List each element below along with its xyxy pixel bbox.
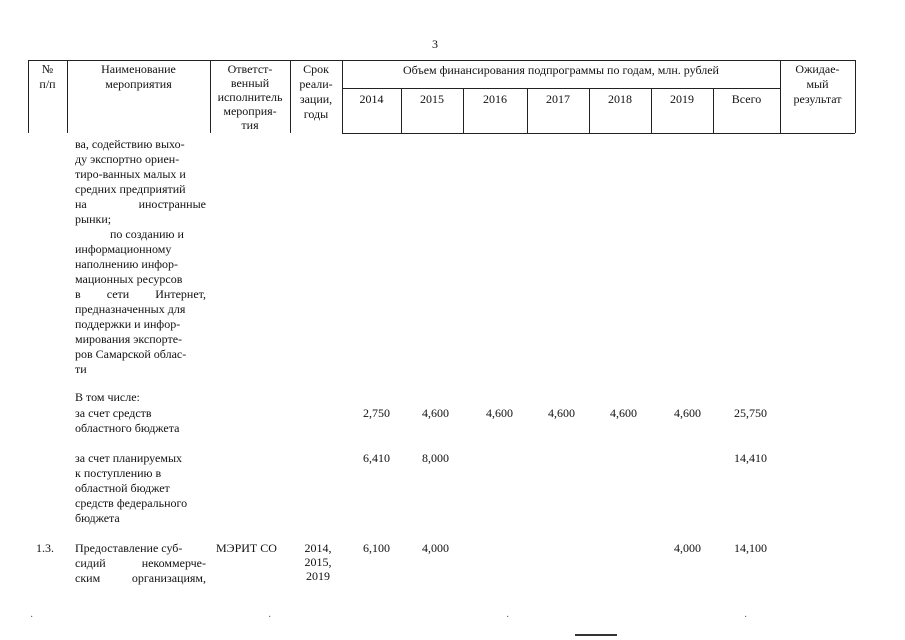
item-term: 2014, 2015, 2019 <box>304 541 332 583</box>
item-2014: 6,100 <box>363 541 390 555</box>
row-federal-label: за счет планируемых к поступлению в областной бюджет средств федерального бюджета <box>75 451 188 525</box>
continued-description: ва, содействию выхо- ду экспортно ориен- тиро-ванных малых и средних предприятий на иностранные рынки; по созданию и информационному наполнению инфор- мационных ресурсов в сети Интернет, предназначенных для поддержки и инфор- мирования экспорте- ров Самарской облас- ти <box>75 137 206 376</box>
header-year-2018: 2018 <box>608 92 632 106</box>
header-funding-title: Объем финансирования подпрограммы по годам, млн. рублей <box>403 63 719 77</box>
header-num: № п/п <box>39 62 56 91</box>
item-label: Предоставление суб- сидий некоммерче- ским организациям, <box>75 541 206 585</box>
item-number: 1.3. <box>36 541 54 555</box>
row-regional-2016: 4,600 <box>486 406 513 420</box>
header-result: Ожидае- мый результат <box>793 62 842 106</box>
header-total: Всего <box>731 92 762 106</box>
header-responsible: Ответст- венный исполнитель мероприя- тия <box>217 62 283 132</box>
item-responsible: МЭРИТ СО <box>216 541 277 555</box>
header-year-2016: 2016 <box>483 92 507 106</box>
row-federal-total: 14,410 <box>734 451 767 465</box>
row-regional-2019: 4,600 <box>674 406 701 420</box>
row-regional-2014: 2,750 <box>363 406 390 420</box>
page-number: 3 <box>432 37 438 51</box>
header-year-2015: 2015 <box>420 92 444 106</box>
header-year-2014: 2014 <box>359 92 384 106</box>
item-2015: 4,000 <box>422 541 449 555</box>
header-term: Срок реали- зации, годы <box>299 62 333 121</box>
row-regional-label: за счет средств областного бюджета <box>75 406 180 435</box>
header-year-2017: 2017 <box>546 92 570 106</box>
row-regional-total: 25,750 <box>734 406 767 420</box>
in-total-label: В том числе: <box>75 390 140 404</box>
row-regional-2017: 4,600 <box>548 406 575 420</box>
header-year-2019: 2019 <box>670 92 694 106</box>
header-name: Наименование мероприятия <box>101 62 176 91</box>
row-regional-2018: 4,600 <box>610 406 637 420</box>
item-2019: 4,000 <box>674 541 701 555</box>
item-total: 14,100 <box>734 541 767 555</box>
row-federal-2015: 8,000 <box>422 451 449 465</box>
row-federal-2014: 6,410 <box>363 451 390 465</box>
row-regional-2015: 4,600 <box>422 406 449 420</box>
